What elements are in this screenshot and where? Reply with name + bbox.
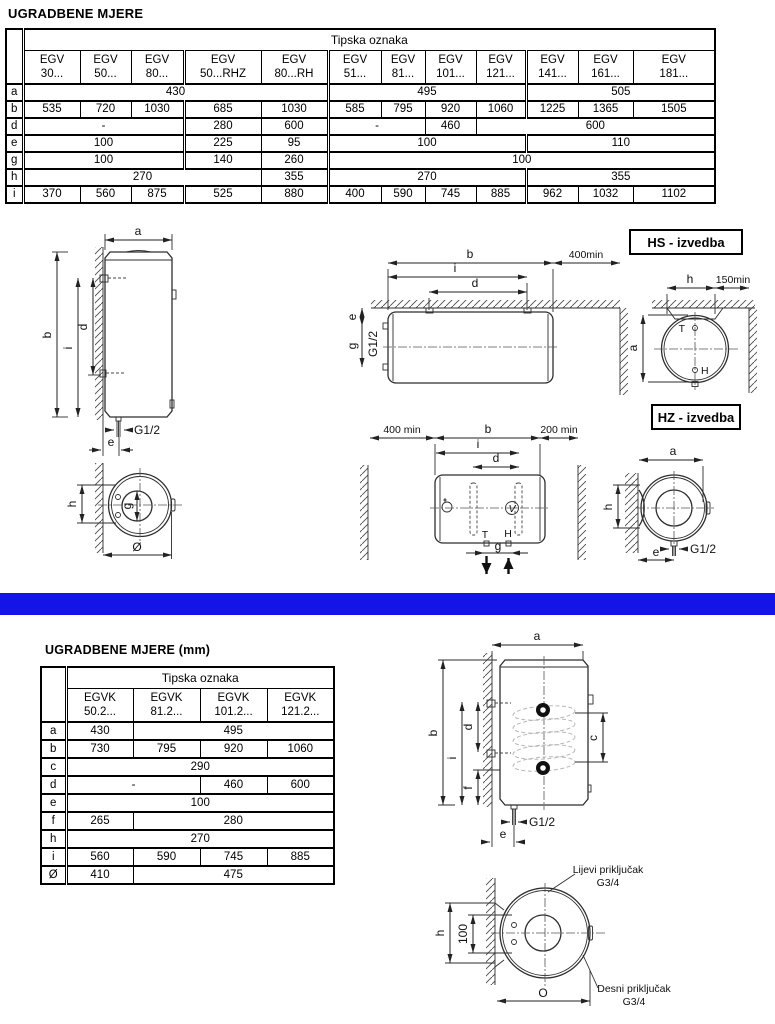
dim-cell: 280 — [133, 812, 334, 830]
dim-cell: - — [328, 118, 425, 135]
dim-cell: 795 — [133, 740, 200, 758]
hs-tank — [383, 308, 558, 383]
dim-e — [482, 807, 524, 847]
column-header: EGV 181... — [633, 51, 715, 85]
dim-cell: 585 — [328, 101, 381, 118]
column-header: EGV 51... — [328, 51, 381, 85]
column-header: EGV 81... — [381, 51, 425, 85]
dim-i — [445, 702, 462, 805]
row-label: d — [6, 118, 23, 135]
dim-cell: 1365 — [578, 101, 633, 118]
blue-divider-bar — [0, 593, 775, 615]
dim-cell: 1030 — [131, 101, 184, 118]
hz-badge-label: HZ - izvedba — [657, 410, 735, 425]
table-group-header: Tipska oznaka — [66, 667, 334, 689]
row-label: i — [6, 186, 23, 203]
dim-label-d: d — [76, 323, 90, 331]
marker-t: T — [678, 323, 685, 335]
dim-cell: 495 — [133, 722, 334, 740]
egv-dimensions-table — [5, 28, 716, 204]
dim-label-g12: G1/2 — [690, 542, 717, 556]
dim-cell: 265 — [66, 812, 133, 830]
dim-cell: 920 — [425, 101, 476, 118]
marker-v: V — [508, 503, 516, 515]
dim-cell: 270 — [66, 830, 334, 848]
corner-cell — [41, 667, 66, 722]
dim-label-b: b — [484, 422, 492, 436]
column-header: EGV 121... — [476, 51, 526, 85]
tank-body — [487, 656, 593, 810]
dim-d — [461, 702, 478, 752]
dim-cell: 685 — [184, 101, 261, 118]
row-label: d — [41, 776, 66, 794]
dim-cell: 880 — [261, 186, 328, 203]
dim-cell: 270 — [23, 169, 261, 186]
column-header: EGV 80... — [131, 51, 184, 85]
egvk-dimensions-table — [40, 666, 335, 885]
dim-cell: 1032 — [578, 186, 633, 203]
dim-cell: 535 — [23, 101, 80, 118]
row-label: a — [6, 84, 23, 101]
dim-label-o: O — [538, 986, 548, 1000]
vertical-heater-drawing — [38, 220, 263, 590]
egvk-heater-drawing — [415, 620, 715, 1024]
dim-label-g12: G1/2 — [366, 330, 380, 358]
dim-cell: 95 — [261, 135, 328, 152]
dim-cell: 355 — [526, 169, 715, 186]
dim-cell: 110 — [526, 135, 715, 152]
row-label: i — [41, 848, 66, 866]
dim-label-h: h — [433, 929, 447, 937]
dim-label-200min: 200 min — [540, 424, 578, 436]
dim-cell: 600 — [476, 118, 715, 135]
dim-label-400min: 400min — [568, 249, 604, 261]
column-header: EGVK 101.2... — [200, 689, 267, 723]
dim-b — [40, 252, 68, 417]
dim-cell: 1060 — [476, 101, 526, 118]
hz-dim-top — [370, 422, 578, 475]
hz-walls — [360, 465, 586, 560]
dim-cell: 1225 — [526, 101, 578, 118]
row-label: g — [6, 152, 23, 169]
dim-cell: - — [23, 118, 184, 135]
dim-label-g12: G1/2 — [134, 423, 161, 437]
dim-label-c: c — [586, 735, 600, 741]
dim-cell: 460 — [425, 118, 476, 135]
dim-label-a: a — [533, 629, 541, 643]
corner-cell — [6, 29, 23, 84]
dim-cell: 600 — [261, 118, 328, 135]
dim-i — [61, 278, 78, 417]
dim-label-e: e — [499, 827, 507, 841]
dim-cell: 400 — [328, 186, 381, 203]
column-header: EGV 141... — [526, 51, 578, 85]
row-label: f — [41, 812, 66, 830]
column-header: EGVK 121.2... — [267, 689, 334, 723]
dim-label-d: d — [461, 723, 475, 731]
dim-label-a: a — [669, 444, 677, 458]
right-connection-label: Desni priključak — [597, 983, 671, 995]
dim-label-h: h — [686, 272, 694, 286]
dim-label-d: d — [492, 451, 500, 465]
dim-cell: 495 — [328, 84, 526, 101]
dim-cell: - — [66, 776, 200, 794]
hs-end-view — [626, 272, 757, 393]
dim-label-f: f — [461, 786, 475, 790]
dim-cell: 795 — [381, 101, 425, 118]
dim-cell: 475 — [133, 866, 334, 884]
column-header: EGV 30... — [23, 51, 80, 85]
marker-h: H — [701, 365, 709, 377]
row-label: b — [41, 740, 66, 758]
hz-end-view — [601, 444, 716, 560]
dim-cell: 745 — [425, 186, 476, 203]
dim-a — [492, 629, 583, 660]
dim-cell: 885 — [267, 848, 334, 866]
dim-cell: 1505 — [633, 101, 715, 118]
row-label: a — [41, 722, 66, 740]
column-header: EGV 50... — [80, 51, 131, 85]
dim-label-400min: 400 min — [383, 424, 421, 436]
dim-cell: 920 — [200, 740, 267, 758]
dim-label-e: e — [107, 435, 115, 449]
left-connection-size: G3/4 — [596, 877, 620, 889]
dim-label-a: a — [134, 224, 142, 238]
row-label: h — [41, 830, 66, 848]
dim-cell: 730 — [66, 740, 133, 758]
dim-cell: 1060 — [267, 740, 334, 758]
page-title: UGRADBENE MJERE — [8, 6, 144, 21]
dim-label-b: b — [466, 247, 474, 261]
dim-cell: 270 — [328, 169, 526, 186]
dim-cell: 280 — [184, 118, 261, 135]
dim-label-d: d — [471, 276, 479, 290]
dim-cell: 560 — [66, 848, 133, 866]
dim-cell: 885 — [476, 186, 526, 203]
dim-cell: 590 — [133, 848, 200, 866]
column-header: EGV 80...RH — [261, 51, 328, 85]
dim-cell: 430 — [23, 84, 328, 101]
egvk-bottom-view — [433, 864, 672, 1008]
dim-cell: 100 — [23, 152, 184, 169]
dim-label-h: h — [601, 503, 615, 511]
dim-e — [89, 420, 133, 456]
row-label: b — [6, 101, 23, 118]
dim-cell: 600 — [267, 776, 334, 794]
row-label: e — [41, 794, 66, 812]
section-title: UGRADBENE MJERE (mm) — [45, 643, 211, 657]
hs-badge-label: HS - izvedba — [647, 235, 725, 250]
dim-a — [105, 224, 172, 250]
left-connection-label: Lijevi priključak — [572, 864, 644, 876]
dim-cell: 745 — [200, 848, 267, 866]
dim-label-a: a — [626, 344, 640, 352]
dim-cell: 505 — [526, 84, 715, 101]
dim-cell: 355 — [261, 169, 328, 186]
row-label: Ø — [41, 866, 66, 884]
dim-c — [575, 713, 608, 762]
dim-label-150min: 150min — [715, 274, 751, 286]
dim-label-e: e — [652, 545, 660, 559]
hs-dim-g — [345, 326, 380, 367]
dim-cell: 460 — [200, 776, 267, 794]
row-label: c — [41, 758, 66, 776]
dim-cell: 100 — [328, 135, 526, 152]
dim-cell: 525 — [184, 186, 261, 203]
dim-cell: 962 — [526, 186, 578, 203]
dim-label-b: b — [40, 331, 54, 339]
dim-cell: 410 — [66, 866, 133, 884]
wall-hatch — [95, 247, 103, 420]
dim-label-g: g — [120, 502, 134, 510]
outlet-pipe — [503, 805, 555, 829]
right-connection-size: G3/4 — [622, 996, 646, 1008]
dim-cell: 875 — [131, 186, 184, 203]
dim-cell: 290 — [66, 758, 334, 776]
hs-dim-e — [345, 308, 362, 326]
dim-cell: 100 — [23, 135, 184, 152]
dim-label-g: g — [345, 342, 359, 350]
dim-label-i: i — [476, 437, 480, 451]
dim-label-i: i — [61, 346, 75, 350]
bottom-view — [65, 463, 182, 559]
dim-label-100: 100 — [456, 923, 470, 945]
column-header: EGV 101... — [425, 51, 476, 85]
hs-badge — [630, 230, 742, 254]
dim-cell: 140 — [184, 152, 261, 169]
dim-cell: 430 — [66, 722, 133, 740]
wall-hatch — [483, 653, 492, 807]
dim-label-g: g — [494, 539, 502, 553]
marker-h: H — [504, 528, 512, 540]
marker-t: T — [481, 529, 489, 541]
dim-label-h: h — [65, 500, 79, 508]
dim-cell: 225 — [184, 135, 261, 152]
hz-badge — [652, 405, 740, 429]
dim-cell: 100 — [328, 152, 715, 169]
dim-cell: 1030 — [261, 101, 328, 118]
dim-label-g12: G1/2 — [529, 815, 556, 829]
dim-cell: 370 — [23, 186, 80, 203]
hz-tank — [430, 475, 550, 543]
row-label: h — [6, 169, 23, 186]
dim-label-dia: Ø — [132, 540, 142, 554]
dim-label-e: e — [345, 313, 359, 321]
table-group-header: Tipska oznaka — [23, 29, 715, 51]
dim-cell: 720 — [80, 101, 131, 118]
dim-label-b: b — [426, 729, 440, 737]
tank-body — [100, 251, 176, 418]
dim-label-i: i — [453, 261, 457, 275]
row-label: e — [6, 135, 23, 152]
hs-ceiling — [371, 300, 628, 395]
dim-cell: 260 — [261, 152, 328, 169]
column-header: EGVK 50.2... — [66, 689, 133, 723]
dim-cell: 590 — [381, 186, 425, 203]
horizontal-heater-drawings — [345, 222, 775, 594]
column-header: EGV 50...RHZ — [184, 51, 261, 85]
outlet-pipe — [106, 417, 160, 437]
dim-cell: 1102 — [633, 186, 715, 203]
column-header: EGVK 81.2... — [133, 689, 200, 723]
dim-cell: 560 — [80, 186, 131, 203]
dim-label-i: i — [445, 756, 459, 760]
dim-cell: 100 — [66, 794, 334, 812]
dim-f — [461, 770, 500, 805]
column-header: EGV 161... — [578, 51, 633, 85]
